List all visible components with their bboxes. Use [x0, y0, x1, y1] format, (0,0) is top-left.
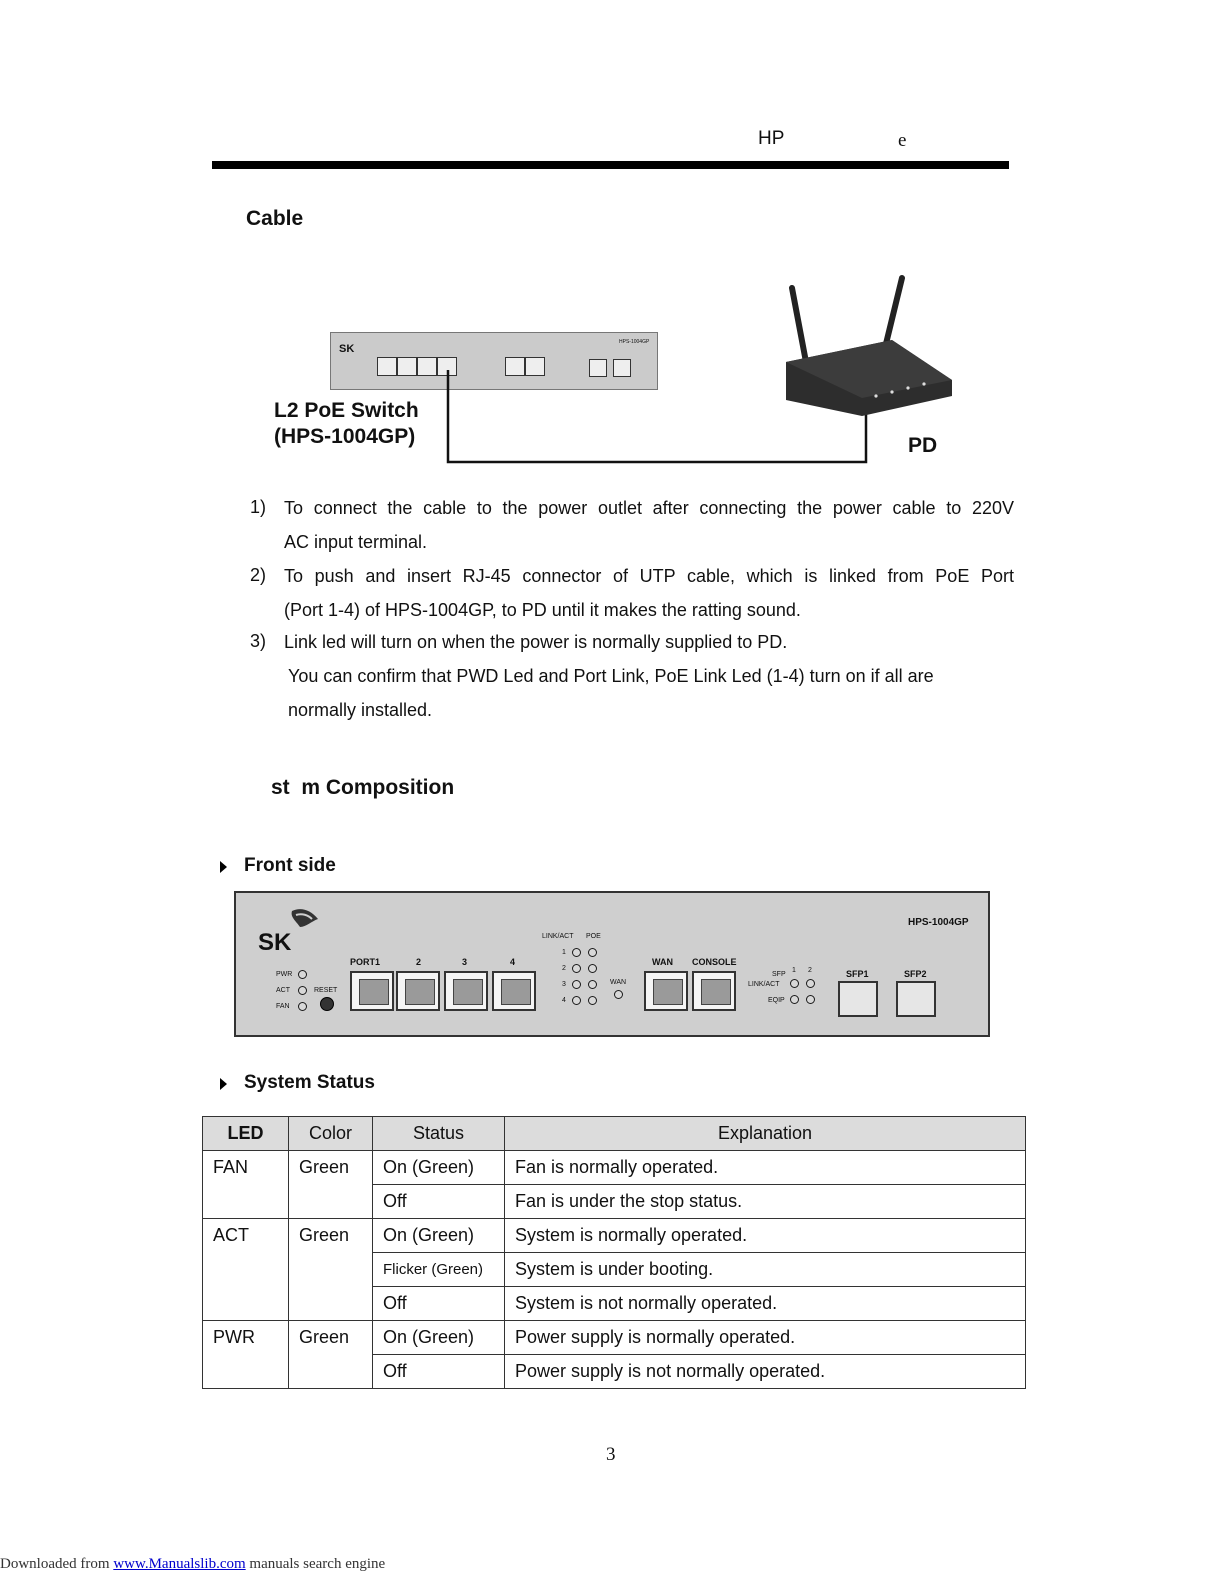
step-3-line-3: normally installed. — [288, 700, 433, 720]
led-label-act: ACT — [276, 987, 290, 994]
table-row — [203, 1151, 1026, 1185]
led-num-2: 2 — [562, 965, 566, 972]
sfp-num-2: 2 — [808, 967, 812, 974]
rj45-port-console — [692, 971, 736, 1011]
explanation-cell: System is under booting. — [505, 1253, 1026, 1287]
connection-diagram — [262, 270, 982, 480]
footer-link[interactable]: www.Manualslib.com — [113, 1556, 246, 1572]
led-pwr — [298, 970, 307, 979]
led-num-3: 3 — [562, 981, 566, 988]
sfp-led-label: SFP — [772, 971, 786, 978]
sfp-link-label: LINK/ACT — [748, 981, 780, 988]
step-1-line-2: AC input terminal. — [284, 532, 428, 552]
rj45-port-wan — [644, 971, 688, 1011]
section-title-cable: Cable — [246, 207, 304, 230]
led-num-1: 1 — [562, 949, 566, 956]
led-num-4: 4 — [562, 997, 566, 1004]
router-image — [786, 278, 952, 416]
step-3-text — [284, 625, 1014, 727]
color-cell: Green — [289, 1321, 373, 1389]
led-fan — [298, 1002, 307, 1011]
status-cell: Flicker (Green) — [373, 1253, 505, 1287]
footer — [0, 1556, 385, 1573]
status-cell: On (Green) — [373, 1151, 505, 1185]
header-status: Status — [373, 1117, 505, 1151]
panel-model: HPS-1004GP — [908, 917, 969, 928]
system-status-title: System Status — [244, 1072, 375, 1093]
led-poe-2 — [588, 964, 597, 973]
led-link-1 — [572, 948, 581, 957]
sfp1-label: SFP1 — [846, 969, 869, 979]
step-2-number: 2) — [250, 565, 267, 585]
sfp-num-1: 1 — [792, 967, 796, 974]
color-cell: Green — [289, 1219, 373, 1321]
status-cell: Off — [373, 1185, 505, 1219]
wan-label: WAN — [652, 957, 673, 967]
status-cell: Off — [373, 1287, 505, 1321]
step-2-line-2: (Port 1-4) of HPS-1004GP, to PD until it makes the ratting sound. — [284, 600, 801, 620]
led-poe-1 — [588, 948, 597, 957]
explanation-cell: System is not normally operated. — [505, 1287, 1026, 1321]
port-label-2: 2 — [416, 957, 422, 967]
rj45-port-4 — [492, 971, 536, 1011]
table-header-row — [203, 1117, 1026, 1151]
led-cell: FAN — [203, 1151, 289, 1219]
led-sfp-link-2 — [806, 979, 815, 988]
header-color: Color — [289, 1117, 373, 1151]
switch-model: HPS-1004GP — [619, 339, 650, 345]
header-explanation: Explanation — [505, 1117, 1026, 1151]
explanation-cell: Fan is under the stop status. — [505, 1185, 1026, 1219]
page-number: 3 — [606, 1444, 616, 1465]
step-1-text — [284, 491, 1014, 559]
led-poe-3 — [588, 980, 597, 989]
status-cell: On (Green) — [373, 1321, 505, 1355]
step-3-line-2: You can confirm that PWD Led and Port Link, PoE Link Led (1-4) turn on if all are — [288, 666, 934, 686]
poe-label: POE — [586, 933, 601, 940]
footer-prefix: Downloaded from — [0, 1556, 110, 1572]
eqip-label: EQIP — [768, 997, 785, 1004]
status-cell: On (Green) — [373, 1219, 505, 1253]
port-label-3: 3 — [462, 957, 468, 967]
header-title-suffix: e — [898, 130, 907, 151]
footer-suffix: manuals search engine — [249, 1556, 386, 1572]
step-3-number: 3) — [250, 631, 267, 651]
led-sfp-link-1 — [790, 979, 799, 988]
pd-label: PD — [908, 434, 938, 457]
switch-label-line1: L2 PoE Switch — [274, 399, 419, 422]
switch-brand: SK — [339, 343, 355, 355]
header-rule — [212, 161, 1009, 169]
led-eqip-1 — [790, 995, 799, 1004]
led-label-fan: FAN — [276, 1003, 290, 1010]
sfp2-label: SFP2 — [904, 969, 927, 979]
step-1-line-1: To connect the cable to the power outlet after connecting the power cable to 220V — [284, 498, 1014, 518]
led-wan — [614, 990, 623, 999]
step-1-number: 1) — [250, 497, 267, 517]
step-3-line-1: Link led will turn on when the power is normally supplied to PD. — [284, 632, 788, 652]
reset-label: RESET — [314, 987, 338, 994]
led-eqip-2 — [806, 995, 815, 1004]
led-cell: ACT — [203, 1219, 289, 1321]
led-act — [298, 986, 307, 995]
status-cell: Off — [373, 1355, 505, 1389]
port-label-4: 4 — [510, 957, 516, 967]
explanation-cell: Power supply is not normally operated. — [505, 1355, 1026, 1389]
header-led: LED — [203, 1117, 289, 1151]
rj45-port-3 — [444, 971, 488, 1011]
sfp-port-1 — [838, 981, 878, 1017]
color-cell: Green — [289, 1151, 373, 1219]
switch-label — [274, 398, 419, 450]
panel-brand: SK — [258, 929, 292, 956]
sfp-port-2 — [896, 981, 936, 1017]
step-2-text — [284, 559, 1014, 627]
led-cell: PWR — [203, 1321, 289, 1389]
rj45-port-2 — [396, 971, 440, 1011]
step-2-line-1: To push and insert RJ-45 connector of UTP cable, which is linked from PoE Port — [284, 566, 1014, 586]
link-act-label: LINK/ACT — [542, 933, 574, 940]
rj45-port-1 — [350, 971, 394, 1011]
bullet-arrow-icon — [220, 1078, 227, 1090]
front-panel-image — [234, 891, 990, 1037]
console-label: CONSOLE — [692, 957, 737, 967]
led-link-3 — [572, 980, 581, 989]
switch-label-line2: (HPS-1004GP) — [274, 425, 416, 448]
port-label-1: PORT1 — [350, 957, 381, 967]
table-row — [203, 1321, 1026, 1355]
led-label-pwr: PWR — [276, 971, 293, 978]
status-table — [202, 1116, 1026, 1389]
table-row — [203, 1219, 1026, 1253]
explanation-cell: System is normally operated. — [505, 1219, 1026, 1253]
explanation-cell: Fan is normally operated. — [505, 1151, 1026, 1185]
bullet-arrow-icon — [220, 861, 227, 873]
header-title: HP — [758, 128, 785, 149]
reset-button[interactable] — [320, 997, 334, 1011]
led-poe-4 — [588, 996, 597, 1005]
led-link-2 — [572, 964, 581, 973]
front-side-title: Front side — [244, 855, 336, 876]
wan-led-label: WAN — [610, 979, 627, 986]
section-title-system: st m Composition — [271, 776, 455, 799]
led-link-4 — [572, 996, 581, 1005]
explanation-cell: Power supply is normally operated. — [505, 1321, 1026, 1355]
